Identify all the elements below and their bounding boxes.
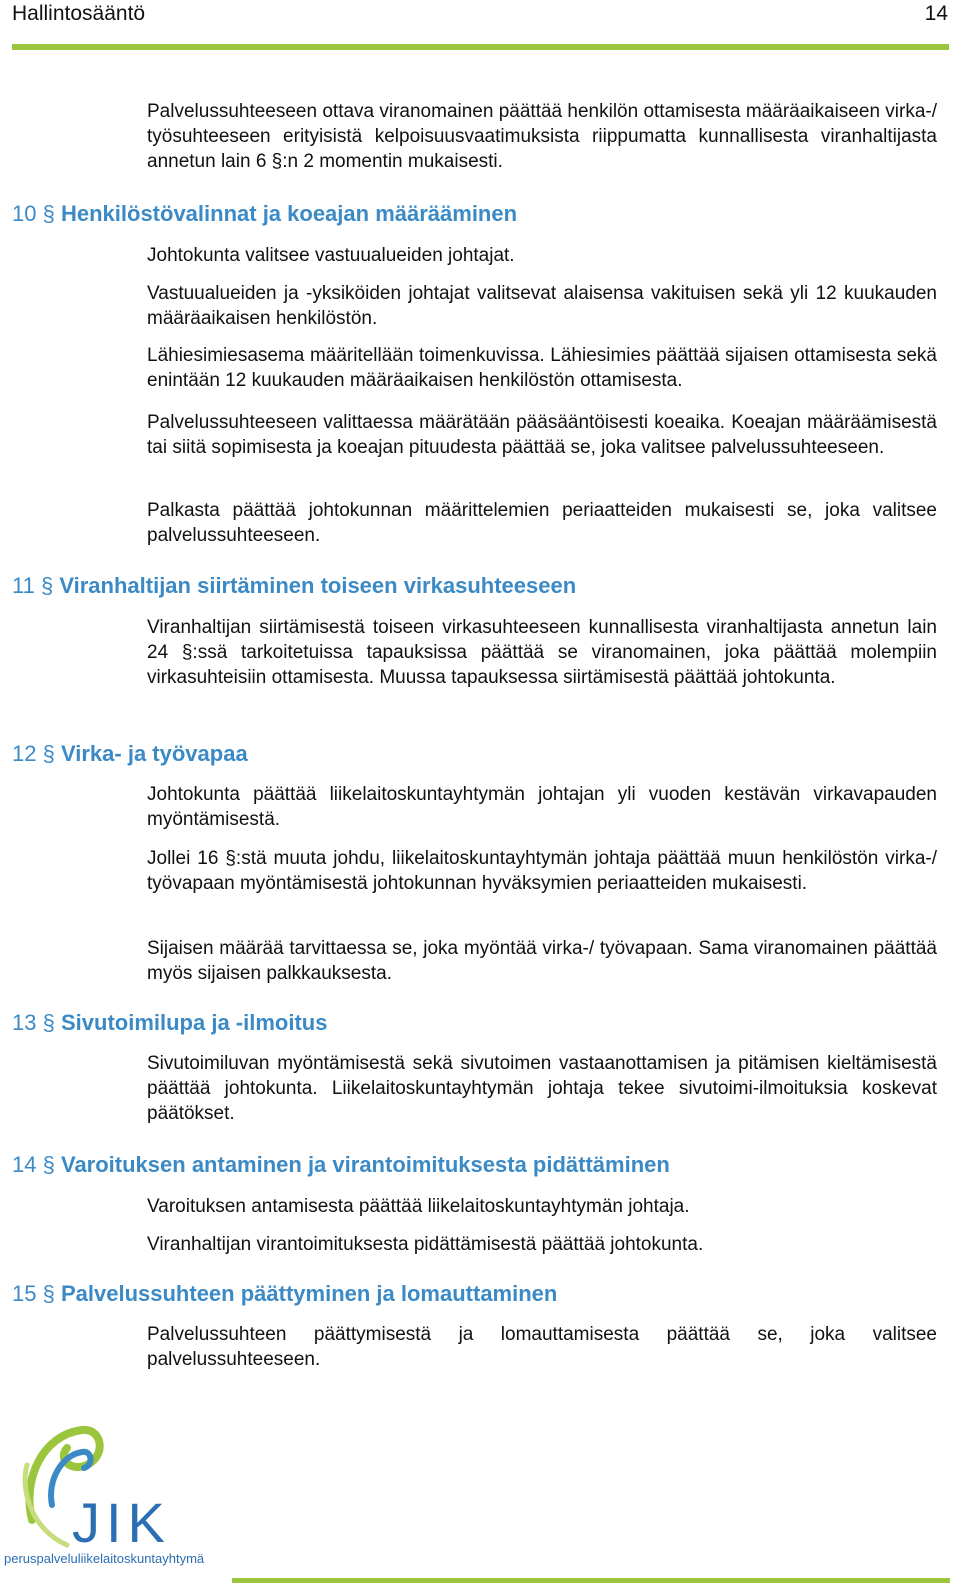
section-title: Palvelussuhteen päättyminen ja lomauttaminen <box>60 1281 558 1306</box>
section-title: Sivutoimilupa ja -ilmoitus <box>60 1010 328 1035</box>
intro-paragraph: Palvelussuhteeseen ottava viranomainen päättää henkilön ottamisesta määräaikaiseen virka-/ työsuhteeseen erityisistä kelpoisuusvaatimuksista riippumatta kunnallisesta viranhaltijasta annetun lain 6 §:n 2 momentin mukaisesti. <box>147 101 938 172</box>
section-10-paragraph-4: Palvelussuhteeseen valittaessa määrätään pääsääntöisesti koeaika. Koeajan määräämisestä tai siitä sopimisesta ja koeajan pituudesta päättää se, joka valitsee palvelussuhteeseen. <box>147 412 937 458</box>
section-13-paragraph-1: Sivutoimiluvan myöntämisestä sekä sivutoimen vastaanottamisen ja pitämisen kieltämisestä päättää johtokunta. Liikelaitoskuntayhtymän johtaja tekee sivutoimi-ilmoituksia koskevat päätökset. <box>147 1053 937 1124</box>
section-15-paragraph-1: Palvelussuhteen päättymisestä ja lomauttamisesta päättää se, joka valitsee palvelussuhteeseen. <box>147 1324 937 1370</box>
header-rule <box>12 44 949 50</box>
section-sign: § <box>42 741 55 766</box>
section-title: Virka- ja työvapaa <box>60 741 248 766</box>
section-number: 15 <box>12 1281 37 1306</box>
section-number: 12 <box>12 741 37 766</box>
logo-caption: peruspalveluliikelaitoskuntayhtymä <box>4 1551 205 1566</box>
section-12-paragraph-3: Sijaisen määrää tarvittaessa se, joka myöntää virka-/ työvapaan. Sama viranomainen päättää myös sijaisen palkkauksesta. <box>147 938 937 984</box>
section-13-heading <box>12 1009 327 1037</box>
logo-letters: JIK <box>72 1491 171 1554</box>
section-title: Henkilöstövalinnat ja koeajan määrääminen <box>60 201 518 226</box>
section-number: 14 <box>12 1152 37 1177</box>
section-number: 10 <box>12 201 37 226</box>
section-10-paragraph-3: Lähiesimiesasema määritellään toimenkuvissa. Lähiesimies päättää sijaisen ottamisesta sekä enintään 12 kuukauden määräaikaisen henkilöstön ottamisesta. <box>147 345 937 391</box>
section-10-paragraph-1: Johtokunta valitsee vastuualueiden johtajat. <box>147 245 515 266</box>
section-sign: § <box>42 1281 55 1306</box>
jik-logo <box>12 1420 222 1570</box>
section-12-paragraph-1: Johtokunta päättää liikelaitoskuntayhtymän johtajan yli vuoden kestävän virkavapauden myöntämisestä. <box>147 784 937 830</box>
section-11-heading <box>12 572 576 600</box>
document-title: Hallintosääntö <box>12 2 146 25</box>
section-sign: § <box>42 1152 55 1177</box>
section-sign: § <box>42 1010 55 1035</box>
section-number: 11 <box>12 573 35 598</box>
section-12-heading <box>12 740 248 768</box>
section-14-heading <box>12 1151 670 1179</box>
section-title: Viranhaltijan siirtäminen toiseen virkasuhteeseen <box>59 573 577 598</box>
section-12-paragraph-2: Jollei 16 §:stä muuta johdu, liikelaitoskuntayhtymän johtaja päättää muun henkilöstön virka-/ työvapaan myöntämisestä johtokunnan hyväksymien periaatteiden mukaisesti. <box>147 848 937 894</box>
footer-rule <box>232 1578 950 1583</box>
section-title: Varoituksen antaminen ja virantoimituksesta pidättäminen <box>60 1152 670 1177</box>
page-number: 14 <box>924 2 948 25</box>
section-10-paragraph-5: Palkasta päättää johtokunnan määrittelemien periaatteiden mukaisesti se, joka valitsee palvelussuhteeseen. <box>147 500 937 546</box>
section-10-paragraph-2: Vastuualueiden ja -yksiköiden johtajat valitsevat alaisensa vakituisen sekä yli 12 kuukauden määräaikaisen henkilöstön. <box>147 283 937 329</box>
section-number: 13 <box>12 1010 37 1035</box>
section-14-paragraph-2: Viranhaltijan virantoimituksesta pidättämisestä päättää johtokunta. <box>147 1234 704 1255</box>
section-11-paragraph-1: Viranhaltijan siirtämisestä toiseen virkasuhteeseen kunnallisesta viranhaltijasta annetun lain 24 §:ssä tarkoitetuissa tapauksissa päättää se viranomainen, joka päättää molempiin virkasuhteisiin ottamisesta. Muussa tapauksessa siirtämisestä päättää johtokunta. <box>147 617 937 688</box>
page-header <box>12 2 948 26</box>
section-14-paragraph-1: Varoituksen antamisesta päättää liikelaitoskuntayhtymän johtaja. <box>147 1196 690 1217</box>
section-10-heading <box>12 200 517 228</box>
section-sign: § <box>42 201 55 226</box>
section-sign: § <box>40 573 54 598</box>
section-15-heading <box>12 1280 557 1308</box>
